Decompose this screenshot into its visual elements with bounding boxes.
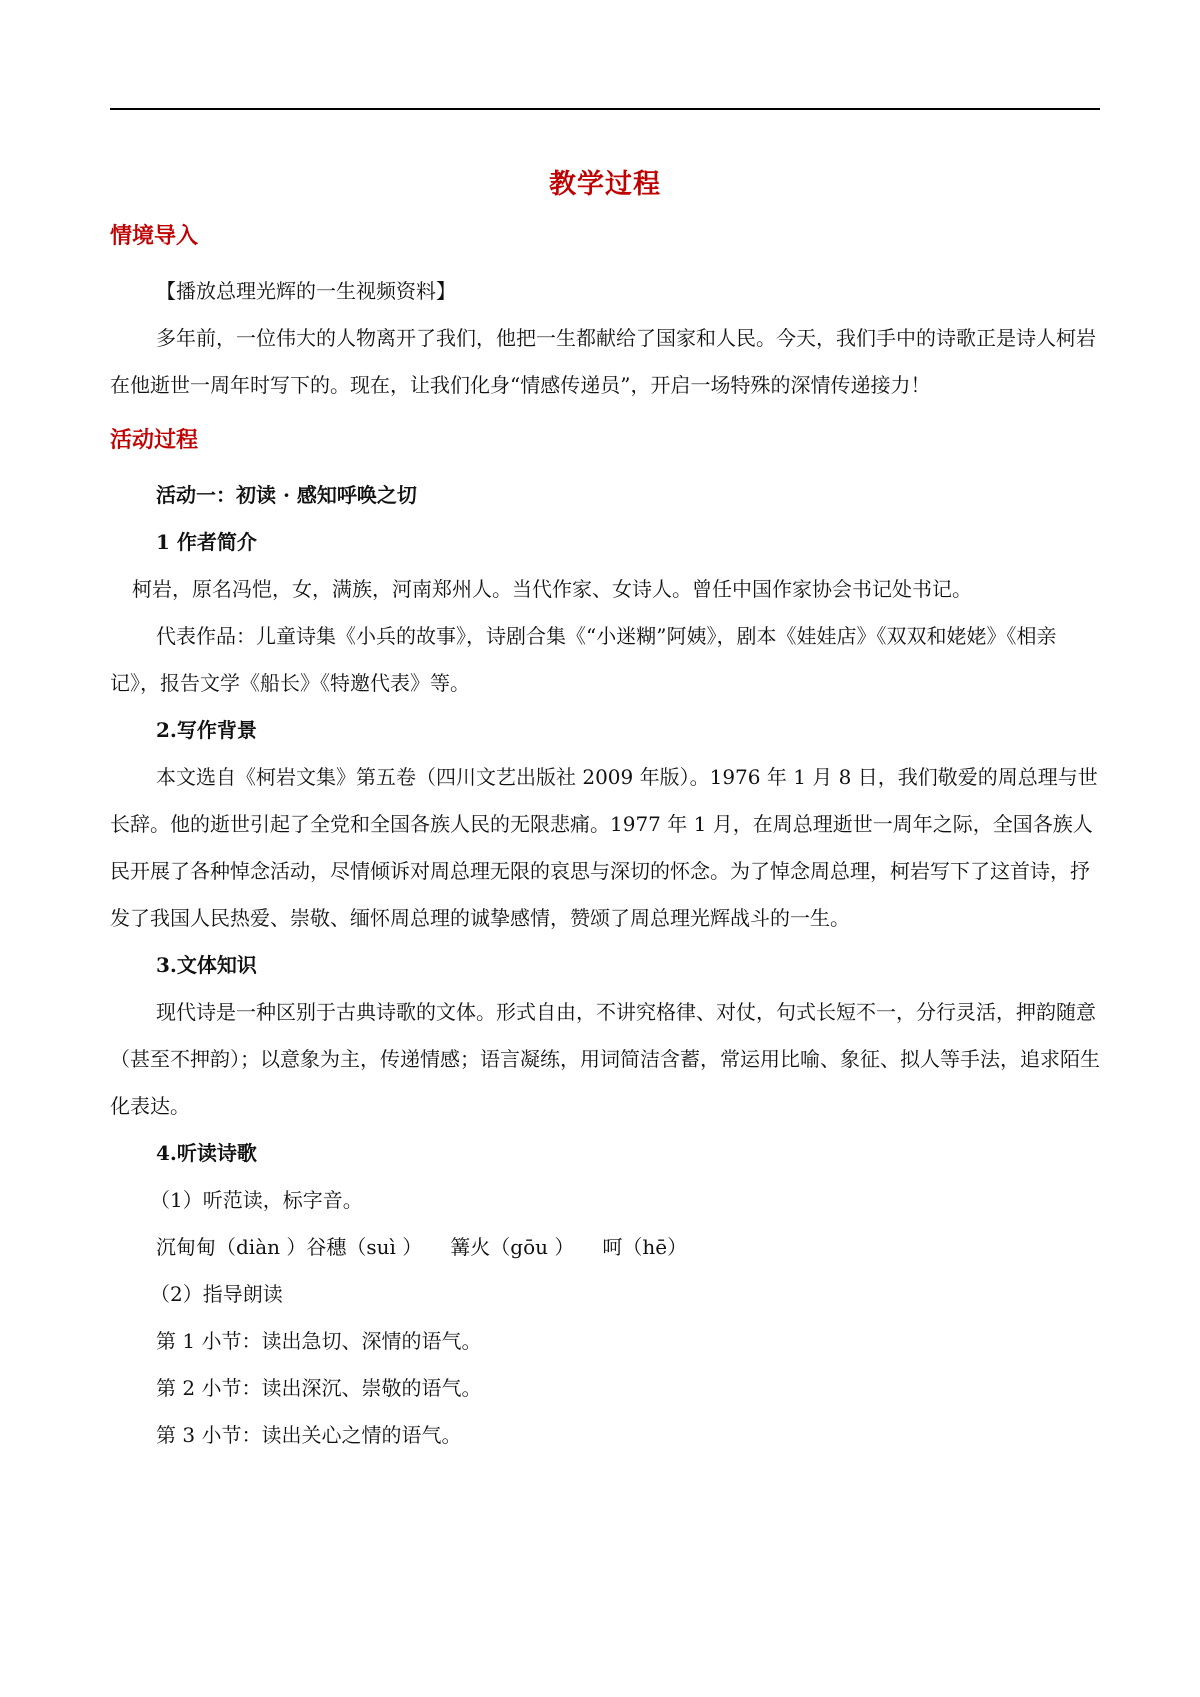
author-line-1: 柯岩，原名冯恺，女，满族，河南郑州人。当代作家、女诗人。曾任中国作家协会书记处书记。 — [132, 577, 972, 601]
stanza-guide-2: 第 2 小节：读出深沉、崇敬的语气。 — [156, 1376, 482, 1400]
pinyin-item: 谷穗（suì ） — [306, 1235, 423, 1259]
section-heading-intro: 情境导入 — [110, 223, 199, 249]
background-text: 本文选自《柯岩文集》第五卷（四川文艺出版社 2009 年版）。1976 年 1 月 8 日，我们敬爱的周总理与世长辞。他的逝世引起了全党和全国各族人民的无限悲痛。1977 年 1 月，在周总理逝世一周年之际，全国各族人民开展了各种悼念活动，尽情倾诉对周总理无限的哀思与深切的怀念。为了悼念周总理，柯岩写下了这首诗，抒发了我国人民热爱、崇敬、缅怀周总理的诚挚感情，赞颂了周总理光辉战斗的一生。 — [110, 765, 1098, 930]
listen-heading: 4.听读诗歌 — [156, 1141, 257, 1165]
genre-text: 现代诗是一种区别于古典诗歌的文体。形式自由，不讲究格律、对仗，句式长短不一，分行灵活，押韵随意（甚至不押韵）；以意象为主，传递情感；语言凝练，用词简洁含蓄，常运用比喻、象征、拟人等手法，追求陌生化表达。 — [110, 1000, 1100, 1118]
activity-subtitle: 活动一：初读 · 感知呼唤之切 — [156, 483, 417, 507]
pinyin-item: 沉甸甸（diàn ） — [156, 1235, 307, 1259]
pinyin-item: 篝火（gōu ） — [450, 1235, 575, 1259]
intro-paragraph: 多年前，一位伟大的人物离开了我们，他把一生都献给了国家和人民。今天，我们手中的诗歌正是诗人柯岩在他逝世一周年时写下的。现在，让我们化身“情感传递员”，开启一场特殊的深情传递接力！ — [110, 326, 1096, 397]
intro-note: 【播放总理光辉的一生视频资料】 — [156, 279, 456, 303]
pinyin-item: 呵（hē） — [602, 1235, 688, 1259]
listen-step-2: （2）指导朗读 — [150, 1282, 283, 1306]
page-title: 教学过程 — [549, 169, 661, 200]
background-heading: 2.写作背景 — [156, 718, 257, 742]
stanza-guide-3: 第 3 小节：读出关心之情的语气。 — [156, 1423, 462, 1447]
genre-heading: 3.文体知识 — [156, 953, 257, 977]
stanza-guide-1: 第 1 小节：读出急切、深情的语气。 — [156, 1329, 482, 1353]
pinyin-list — [110, 1224, 1100, 1271]
author-line-2: 代表作品：儿童诗集《小兵的故事》，诗剧合集《“小迷糊”阿姨》，剧本《娃娃店》《双双和姥姥》《相亲记》，报告文学《船长》《特邀代表》等。 — [110, 624, 1057, 695]
listen-step-1: （1）听范读，标字音。 — [150, 1188, 363, 1212]
header-rule — [110, 108, 1100, 110]
author-heading: 1 作者简介 — [156, 530, 257, 554]
document-body — [110, 150, 1100, 1459]
section-heading-activity: 活动过程 — [110, 427, 199, 453]
